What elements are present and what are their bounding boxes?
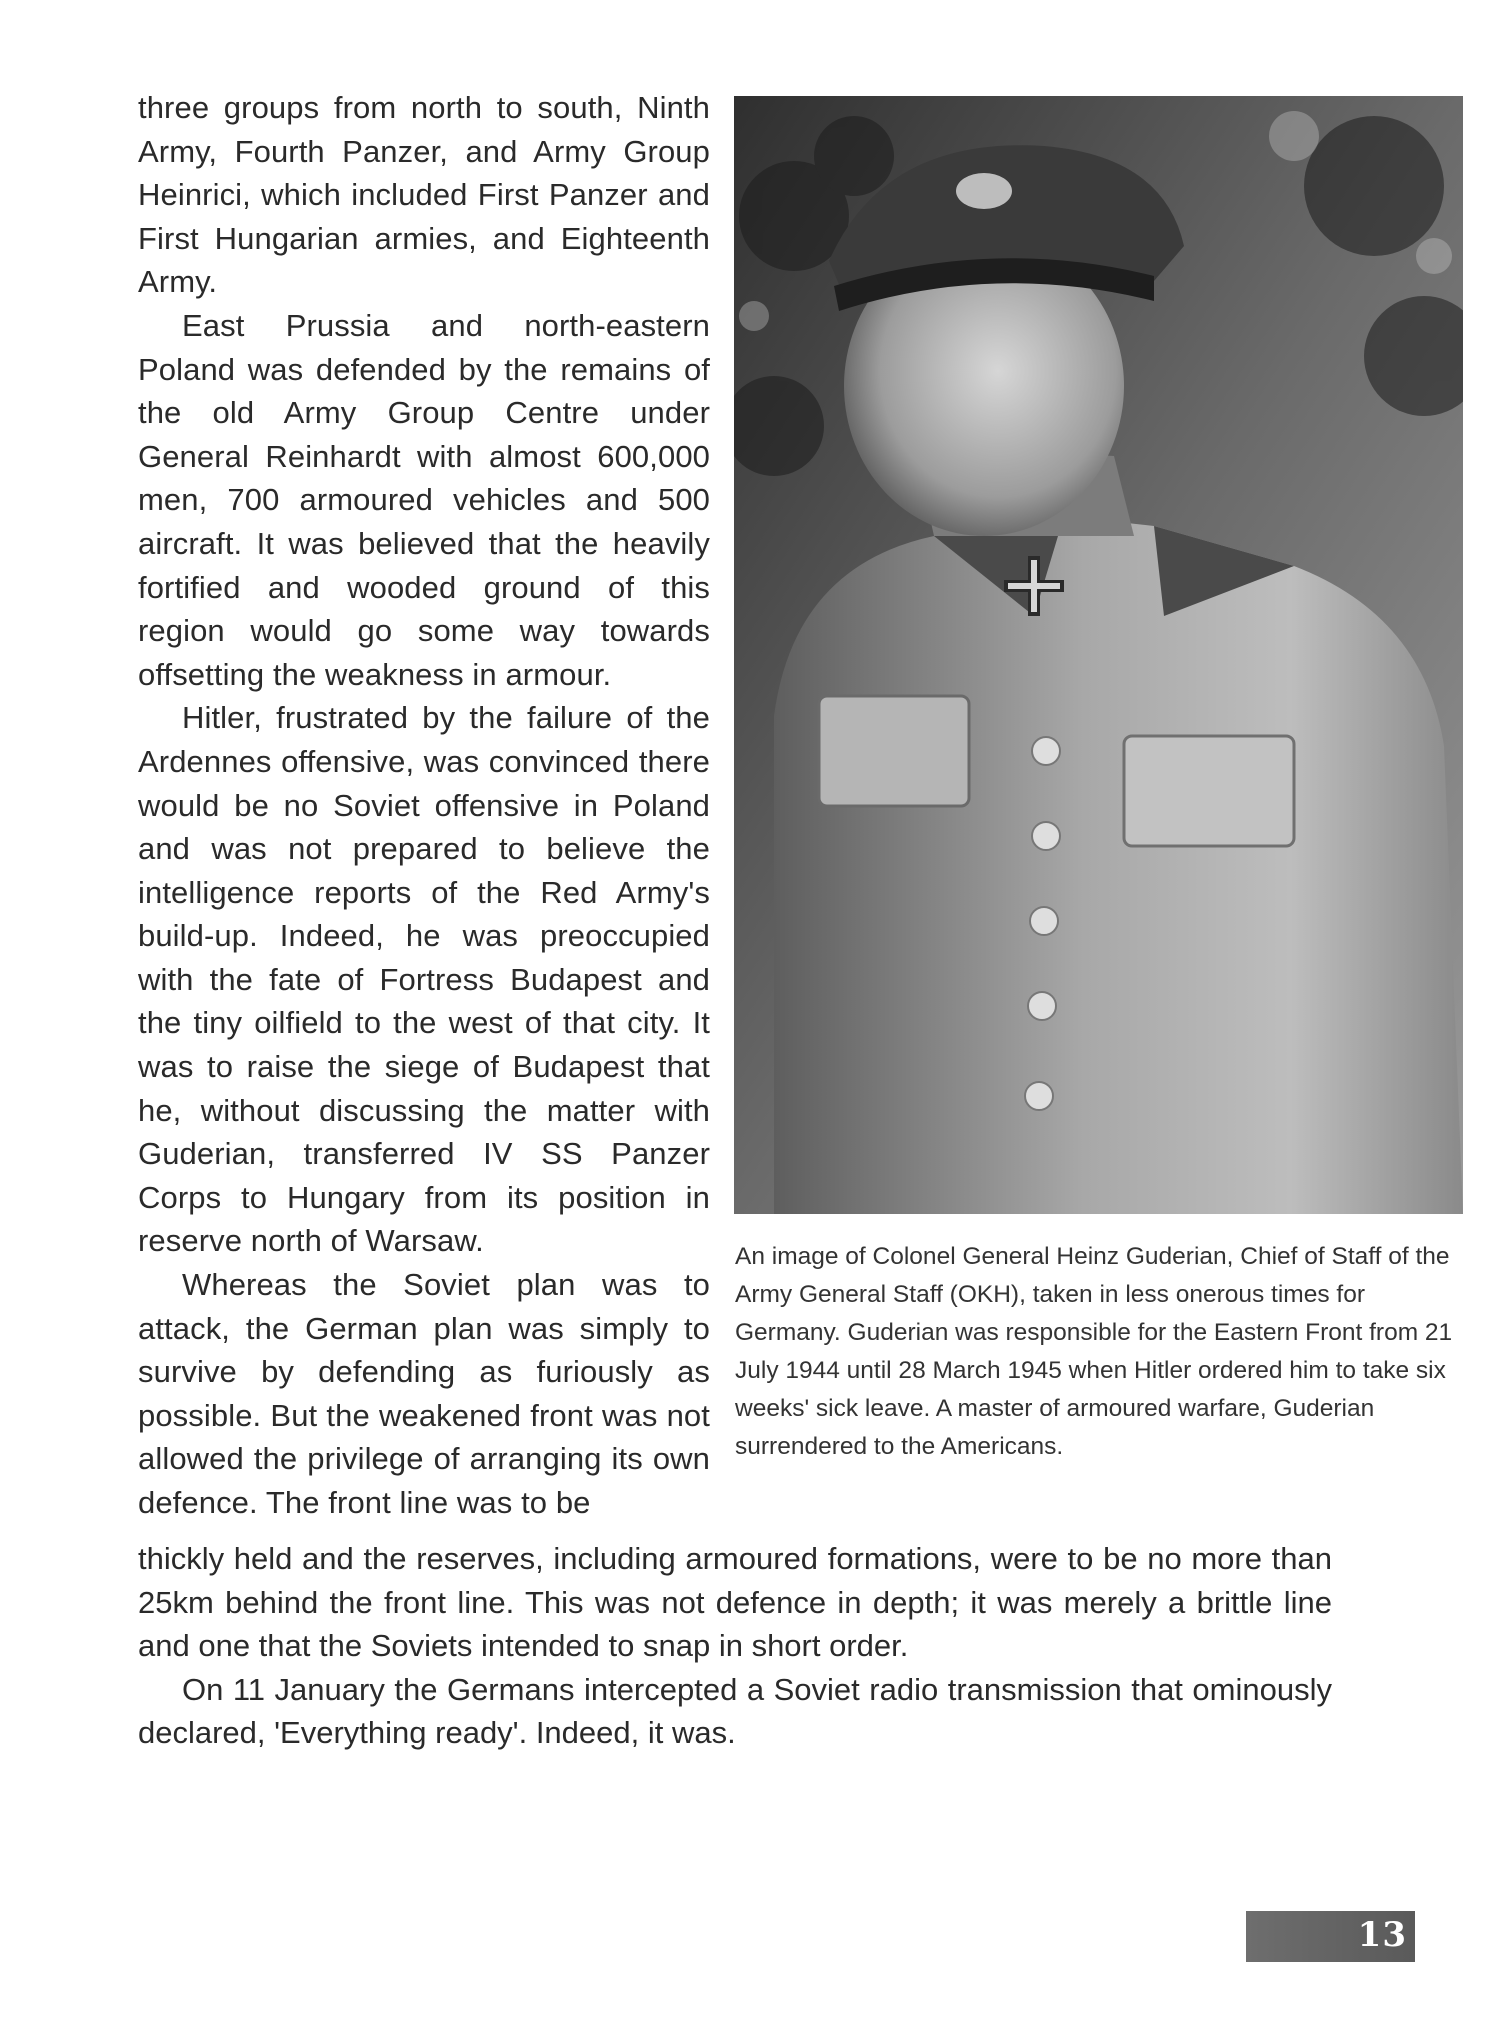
paragraph-5: thickly held and the reserves, including armoured formations, were to be no more than 25km behind the front line. This was not defence in depth; it was merely a brittle line and one that the Soviets intended to snap in short order. (138, 1541, 1332, 1664)
full-width-text (138, 1537, 1332, 1755)
paragraph-2: East Prussia and north-eastern Poland was defended by the remains of the old Army Group Centre under General Reinhardt with almost 600,000 men, 700 armoured vehicles and 500 aircraft. It was believed that the heavily fortified and wooded ground of this region would go some way towards offsetting the weakness in armour. (138, 307, 710, 692)
paragraph-3: Hitler, frustrated by the failure of the Ardennes offensive, was convinced there would be no Soviet offensive in Poland and was not prepared to believe the intelligence reports of the Red Army's build-up. Indeed, he was preoccupied with the fate of Fortress Budapest and the tiny oilfield to the west of that city. It was to raise the siege of Budapest that he, without discussing the matter with Guderian, transferred IV SS Panzer Corps to Hungary from its position in reserve north of Warsaw. (138, 700, 710, 1259)
guderian-photo (734, 96, 1463, 1214)
photo-caption: An image of Colonel General Heinz Guderian, Chief of Staff of the Army General Staff (OKH), taken in less onerous times for Germany. Guderian was responsible for the Eastern Front from 21 July 1944 until 28 March 1945 when Hitler ordered him to take six weeks' sick leave. A master of armoured warfare, Guderian surrendered to the Americans. (735, 1243, 1453, 1460)
paragraph-4: Whereas the Soviet plan was to attack, the German plan was simply to survive by defending as furiously as possible. But the weakened front was not allowed the privilege of arranging its own defence. The front line was to be (138, 1267, 710, 1520)
left-text-column (138, 86, 710, 1525)
page-number-tab (1246, 1911, 1415, 1962)
paragraph-6: On 11 January the Germans intercepted a Soviet radio transmission that ominously declared, 'Everything ready'. Indeed, it was. (138, 1671, 1332, 1751)
photo-illustration (734, 96, 1463, 1214)
page-number: 13 (1357, 1915, 1407, 1955)
paragraph-1: three groups from north to south, Ninth Army, Fourth Panzer, and Army Group Heinrici, which included First Panzer and First Hungarian armies, and Eighteenth Army. (138, 90, 710, 300)
